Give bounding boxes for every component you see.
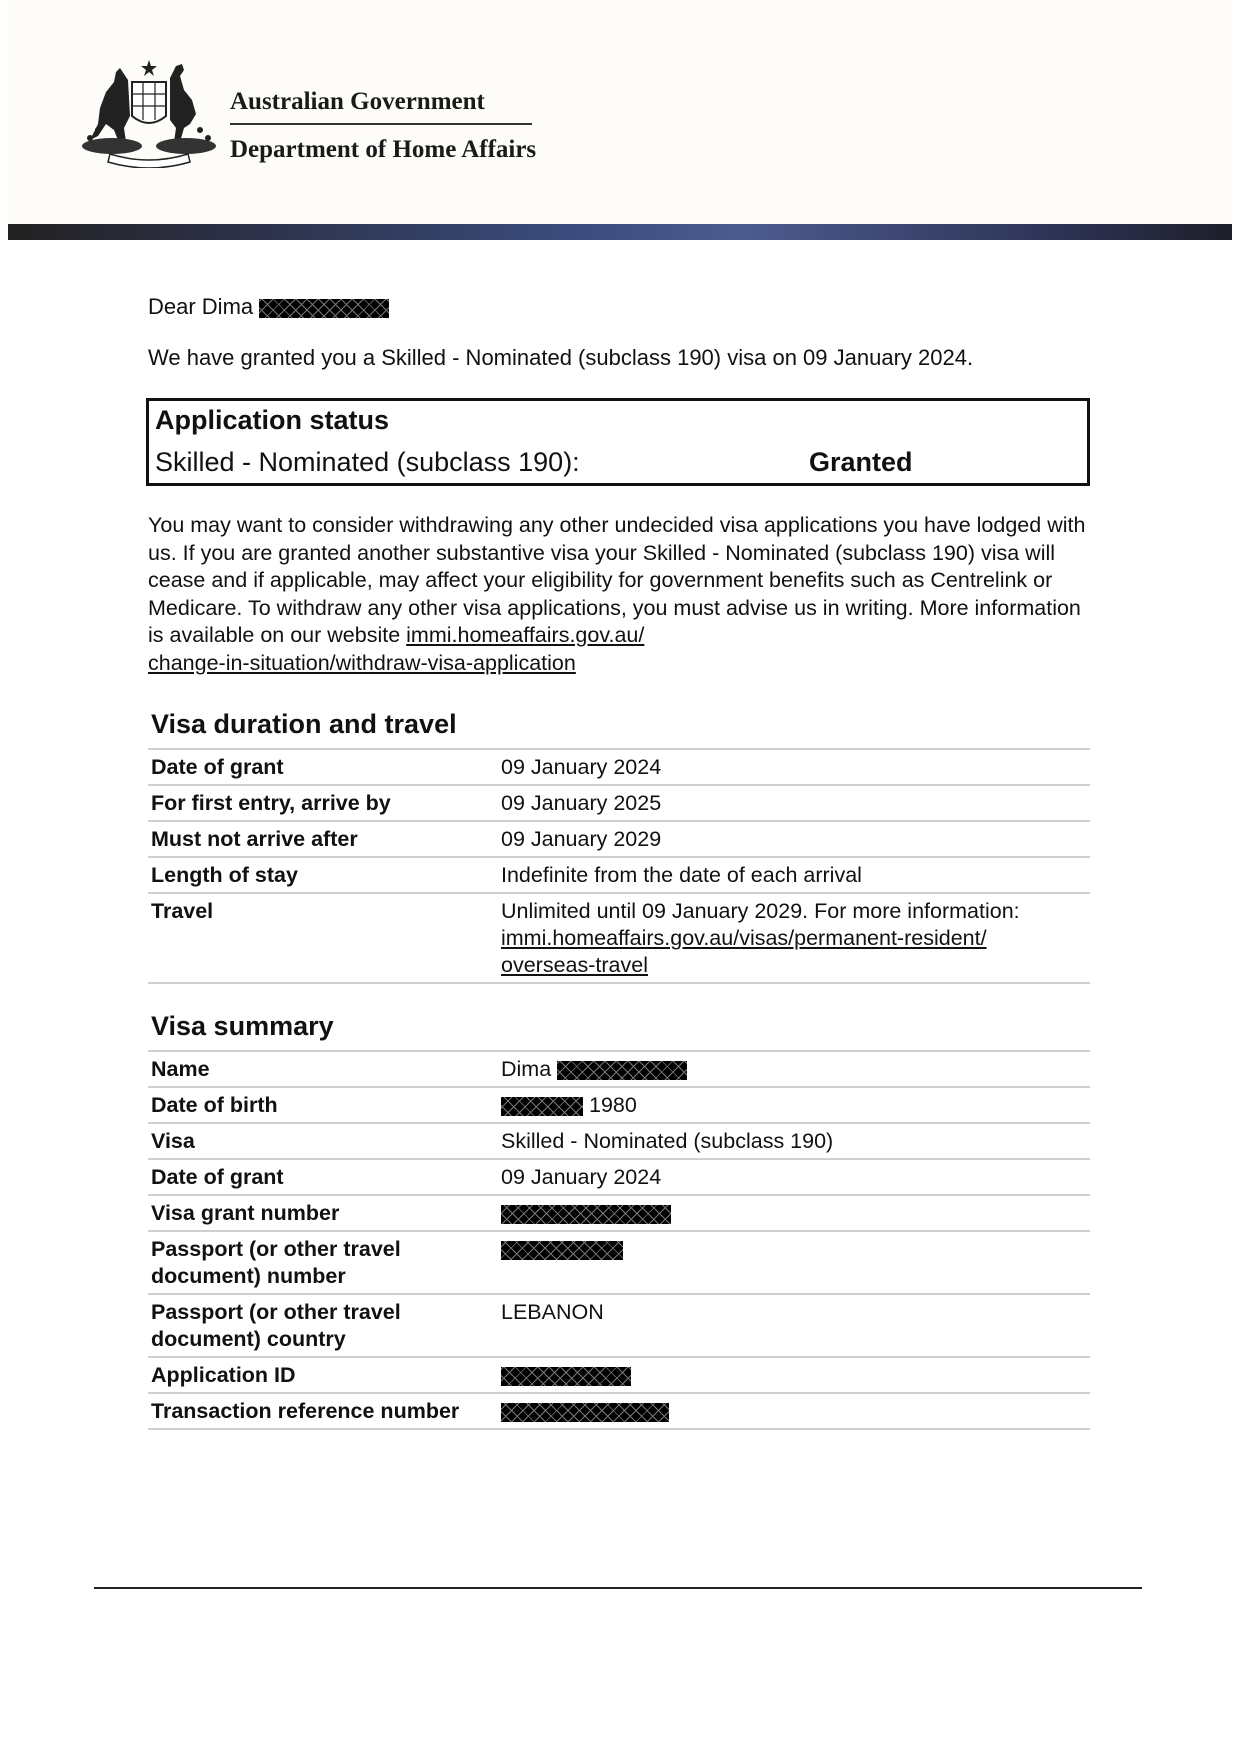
row-label — [148, 1294, 498, 1357]
redacted-passport-number — [501, 1241, 623, 1260]
row-value: 09 January 2024 — [498, 749, 1090, 785]
redacted-application-id — [501, 1367, 631, 1386]
row-label: Transaction reference number — [148, 1393, 498, 1429]
row-value — [498, 893, 1090, 983]
label-line: Passport (or other travel — [151, 1300, 401, 1324]
row-label: Date of birth — [148, 1087, 498, 1123]
table-row — [148, 1159, 1090, 1195]
status-heading: Application status — [155, 405, 390, 435]
withdraw-link-part2: change-in-situation/withdraw-visa-application — [148, 650, 576, 675]
table-row — [148, 857, 1090, 893]
notice-text: You may want to consider withdrawing any other undecided visa applications you have lodged with us. If you are granted another substantive visa your Skilled - Nominated (subclass 190) visa will cease and if applicable, may affect your eligibility for government benefits such as Centrelink or Medicare. To withdraw any other visa applications, you must advise us in writing. More information is available on our website — [148, 513, 1086, 647]
agency-name: Australian Government — [230, 88, 485, 115]
travel-link-part1: immi.homeaffairs.gov.au/visas/permanent-resident/ — [501, 926, 987, 950]
salutation — [148, 294, 389, 320]
table-row — [148, 1051, 1090, 1087]
row-label: Travel — [148, 893, 498, 983]
table-row — [148, 1393, 1090, 1429]
table-row — [148, 785, 1090, 821]
letterhead-divider — [230, 123, 532, 125]
table-row — [148, 1087, 1090, 1123]
label-line: Passport (or other travel — [151, 1237, 401, 1261]
table-row — [148, 821, 1090, 857]
row-value: Skilled - Nominated (subclass 190) — [498, 1123, 1090, 1159]
row-value: 09 January 2024 — [498, 1159, 1090, 1195]
row-value — [498, 1195, 1090, 1231]
redacted-birth-date — [501, 1097, 583, 1116]
row-label — [148, 1231, 498, 1294]
redacted-surname — [259, 299, 389, 318]
table-row — [148, 749, 1090, 785]
row-value — [498, 1231, 1090, 1294]
table-row — [148, 893, 1090, 983]
coat-of-arms-icon — [76, 58, 222, 168]
birth-year: 1980 — [588, 1093, 637, 1117]
redacted-transaction-ref — [501, 1403, 669, 1422]
name-value: Dima — [501, 1057, 552, 1081]
status-value: Granted — [809, 447, 913, 477]
row-label: Visa — [148, 1123, 498, 1159]
redacted-surname — [557, 1061, 687, 1080]
table-row — [148, 1231, 1090, 1294]
application-status-box — [146, 398, 1090, 486]
row-label: Length of stay — [148, 857, 498, 893]
row-label: For first entry, arrive by — [148, 785, 498, 821]
label-line: document) country — [151, 1327, 346, 1351]
table-row — [148, 1195, 1090, 1231]
duration-section-title: Visa duration and travel — [151, 709, 457, 739]
grant-intro: We have granted you a Skilled - Nominated (subclass 190) visa on 09 January 2024. — [148, 345, 974, 370]
redacted-grant-number — [501, 1205, 671, 1224]
row-value — [498, 1087, 1090, 1123]
row-value: Indefinite from the date of each arrival — [498, 857, 1090, 893]
row-label: Date of grant — [148, 1159, 498, 1195]
row-label: Application ID — [148, 1357, 498, 1393]
table-row — [148, 1123, 1090, 1159]
row-label: Must not arrive after — [148, 821, 498, 857]
label-line: document) number — [151, 1264, 346, 1288]
table-row — [148, 1357, 1090, 1393]
summary-section-title: Visa summary — [151, 1011, 334, 1041]
table-row — [148, 1294, 1090, 1357]
row-value: 09 January 2025 — [498, 785, 1090, 821]
duration-table — [148, 748, 1090, 984]
header-band — [8, 224, 1232, 240]
row-label: Date of grant — [148, 749, 498, 785]
row-label: Name — [148, 1051, 498, 1087]
travel-link-part2: overseas-travel — [501, 953, 648, 977]
footer-divider — [94, 1587, 1142, 1589]
row-label: Visa grant number — [148, 1195, 498, 1231]
overseas-travel-link[interactable] — [501, 926, 987, 977]
salutation-text: Dear Dima — [148, 294, 254, 319]
row-value: 09 January 2029 — [498, 821, 1090, 857]
row-value — [498, 1357, 1090, 1393]
status-visa-label: Skilled - Nominated (subclass 190): — [155, 447, 580, 477]
row-value — [498, 1051, 1090, 1087]
row-value: LEBANON — [498, 1294, 1090, 1357]
travel-text: Unlimited until 09 January 2029. For more information: — [501, 899, 1020, 923]
row-value — [498, 1393, 1090, 1429]
withdraw-link-part1: immi.homeaffairs.gov.au/ — [406, 623, 645, 647]
department-name: Department of Home Affairs — [230, 136, 537, 163]
summary-table — [148, 1050, 1090, 1430]
withdrawal-notice — [148, 512, 1088, 677]
